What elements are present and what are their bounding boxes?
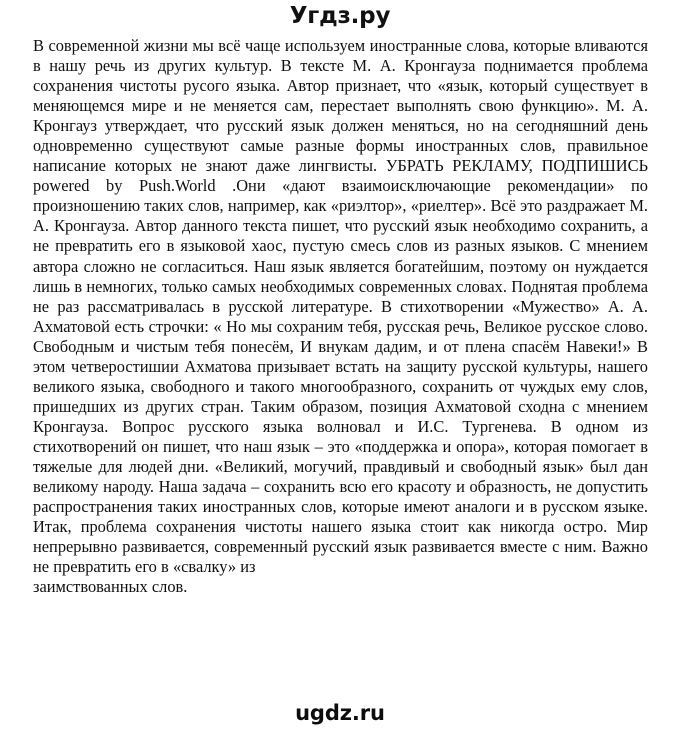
article-paragraph-tail: заимствованных слов. <box>33 577 188 597</box>
site-header <box>0 0 680 30</box>
site-brand-watermark: ugdz.ru <box>295 701 385 725</box>
site-footer <box>0 701 680 725</box>
article-body <box>33 36 648 597</box>
site-brand-title: Угдз.ру <box>289 3 391 29</box>
article-paragraph: В современной жизни мы всё чаще используем иностранные слова, которые вливаются в нашу речь из других культур. В тексте М. А. Кронгауза поднимается проблема сохранения чистоты русого языка. Автор признает, что «язык, который существует в меняющемся мире и не меняется сам, перестает выполнять свою функцию». М. А. Кронгауз утверждает, что русский язык должен меняться, но на сегодняшний день одновременно существуют самые разные формы иностранных слов, правильное написание которых не знают даже лингвисты. УБРАТЬ РЕКЛАМУ, ПОДПИШИСЬ powered by Push.World .Они «дают взаимоисключающие рекомендации» по произношению таких слов, например, как «риэлтор», «риелтер». Всё это раздражает М. А. Кронгауза. Автор данного текста пишет, что русский язык необходимо сохранить, а не превратить его в языковой хаос, пустую смесь слов из разных языков. С мнением автора сложно не согласиться. Наш язык является богатейшим, поэтому он нуждается лишь в немногих, только самых необходимых современных словах. Поднятая проблема не раз рассматривалась в русской литературе. В стихотворении «Мужество» А. А. Ахматовой есть строчки: « Но мы сохраним тебя, русская речь, Великое русское слово. Свободным и чистым тебя понесём, И внукам дадим, и от плена спасём Навеки!» В этом четверостишии Ахматова призывает встать на защиту русской культуры, нашего великого языка, свободного и такого многообразного, сохранить от чуждых ему слов, пришедших из других стран. Таким образом, позиция Ахматовой сходна с мнением Кронгауза. Вопрос русского языка волновал и И.С. Тургенева. В одном из стихотворений он пишет, что наш язык – это «поддержка и опора», которая помогает в тяжелые для людей дни. «Великий, могучий, правдивый и свободный язык» был дан великому народу. Наша задача – сохранить всю его красоту и образность, не допустить распространения таких иностранных слов, которые имеют аналоги и в русском языке. Итак, проблема сохранения чистоты нашего языка стоит как никогда остро. Мир непрерывно развивается, современный русский язык развивается вместе с ним. Важно не превратить его в «свалку» из <box>33 36 648 577</box>
